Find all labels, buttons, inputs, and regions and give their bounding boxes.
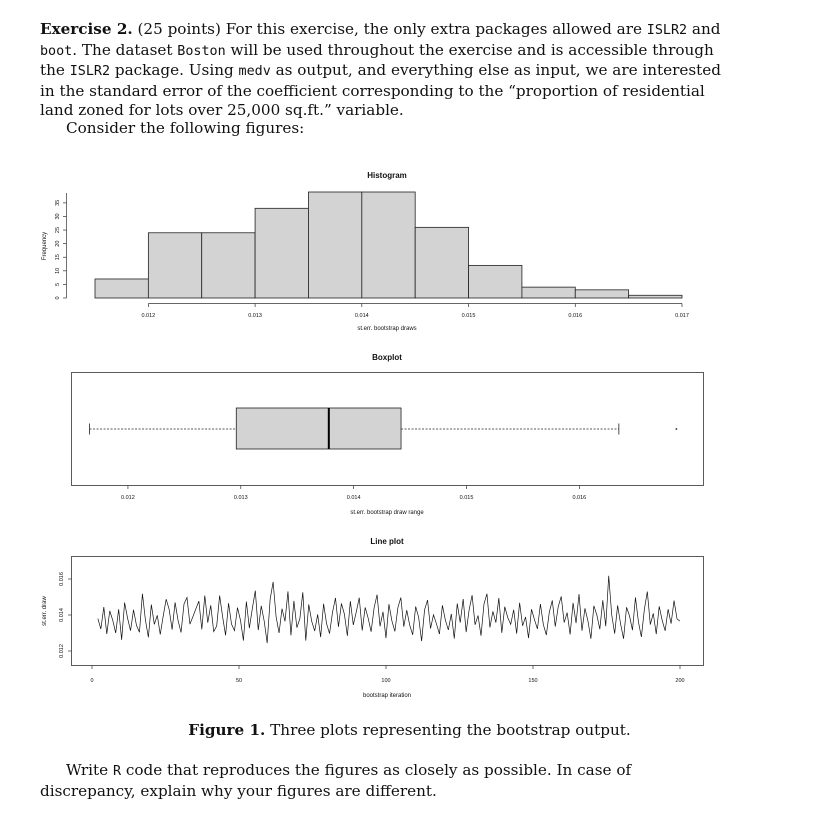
histogram-y-tick-label: 35 xyxy=(55,199,61,206)
figure-label: Figure 1. xyxy=(188,721,266,739)
exercise-points: (25 points) xyxy=(137,20,221,38)
histogram-y-tick-label: 20 xyxy=(55,240,61,247)
histogram-x-tick-label: 0.016 xyxy=(568,313,583,319)
histogram-bar xyxy=(148,233,201,298)
exercise-text-6: as output, and everything else as input, we are interested in the standard error of the coefficient corresponding to the “proportion of residential land zoned for lots over 25,000 sq.ft.” variable. xyxy=(40,61,721,120)
lineplot-y-tick-label: 0.014 xyxy=(59,608,65,622)
package-name-boot: boot xyxy=(40,43,73,59)
exercise-text-3: . The dataset xyxy=(72,40,178,59)
lineplot-y-tick-label: 0.016 xyxy=(59,572,65,586)
histogram-x-tick-label: 0.013 xyxy=(248,313,262,319)
boxplot-x-label: st.err. bootstrap draw range xyxy=(350,510,424,516)
histogram-x-tick-label: 0.012 xyxy=(141,313,156,319)
histogram-bar xyxy=(202,233,255,298)
exercise-heading: Exercise 2. xyxy=(40,20,133,38)
boxplot-x-tick-label: 0.015 xyxy=(459,495,474,501)
lineplot-y-ticks xyxy=(59,572,72,658)
boxplot-x-ticks xyxy=(121,486,586,502)
lineplot-x-ticks xyxy=(90,666,684,685)
task-text-1: Write xyxy=(66,761,113,779)
figure-text: Three plots representing the bootstrap output. xyxy=(265,721,631,739)
package-name-islr2-second: ISLR2 xyxy=(69,64,111,80)
histogram-bar xyxy=(575,290,628,298)
lineplot-frame xyxy=(72,557,704,666)
histogram-bar xyxy=(415,227,468,298)
lineplot-x-tick-label: 100 xyxy=(381,678,391,684)
lineplot-y-tick-label: 0.012 xyxy=(59,644,65,658)
task-text-2: code that reproduces the figures as closely as possible. In case of discrepancy, explain why your figures are different. xyxy=(40,761,632,800)
boxplot-x-tick-label: 0.013 xyxy=(233,495,248,501)
package-name-islr2: ISLR2 xyxy=(646,23,688,38)
histogram-bar xyxy=(629,295,682,298)
exercise-text-5: package. Using xyxy=(110,61,239,80)
histogram-y-tick-label: 10 xyxy=(55,267,61,274)
lineplot-x-tick-label: 150 xyxy=(528,678,538,684)
lineplot-x-tick-label: 200 xyxy=(675,678,685,684)
histogram-x-ticks xyxy=(141,304,688,320)
histogram-x-tick-label: 0.014 xyxy=(354,313,369,319)
histogram-bar xyxy=(308,192,361,298)
boxplot-iqr-box xyxy=(236,408,401,449)
histogram-y-label: Frequency xyxy=(42,231,48,261)
histogram-bars xyxy=(95,192,682,298)
lineplot-y-label: st.err. draw xyxy=(42,596,48,626)
figure-caption xyxy=(0,721,819,739)
histogram-x-tick-label: 0.017 xyxy=(675,313,689,319)
output-variable: medv xyxy=(238,64,271,80)
lineplot-series-line xyxy=(98,576,680,643)
histogram-y-tick-label: 0 xyxy=(55,296,61,300)
histogram-y-ticks xyxy=(55,200,67,300)
histogram-bar xyxy=(469,265,522,298)
histogram-bar xyxy=(255,208,308,298)
histogram-bar xyxy=(522,287,575,298)
consider-text: Consider the following figures: xyxy=(66,119,305,137)
boxplot-x-tick-label: 0.012 xyxy=(121,495,135,501)
histogram-title: Histogram xyxy=(367,171,407,180)
histogram-bar xyxy=(362,192,415,298)
histogram-y-tick-label: 15 xyxy=(55,254,61,261)
lineplot-x-tick-label: 0 xyxy=(90,678,94,684)
language-name: R xyxy=(112,764,122,779)
histogram-bar xyxy=(95,279,148,298)
histogram-x-tick-label: 0.015 xyxy=(461,313,476,319)
histogram-y-tick-label: 5 xyxy=(55,282,61,286)
exercise-text-2: and xyxy=(687,20,721,38)
boxplot-x-tick-label: 0.016 xyxy=(572,495,587,501)
boxplot-box xyxy=(90,408,678,449)
boxplot-x-tick-label: 0.014 xyxy=(346,495,361,501)
histogram-y-tick-label: 25 xyxy=(55,226,61,234)
lineplot-x-label: bootstrap iteration xyxy=(362,693,412,699)
boxplot-outlier xyxy=(676,428,678,430)
dataset-name: Boston xyxy=(177,43,226,59)
lineplot-x-tick-label: 50 xyxy=(235,678,243,684)
boxplot-title: Boxplot xyxy=(372,353,402,362)
exercise-text-1: For this exercise, the only extra packages allowed are xyxy=(220,20,647,38)
histogram-x-label: st.err. bootstrap draws xyxy=(357,326,417,332)
task-paragraph xyxy=(40,761,730,801)
histogram-y-tick-label: 30 xyxy=(55,213,61,220)
lineplot-title: Line plot xyxy=(370,537,404,546)
exercise-text-4: will be used throughout the exercise and is accessible through the xyxy=(40,40,714,80)
